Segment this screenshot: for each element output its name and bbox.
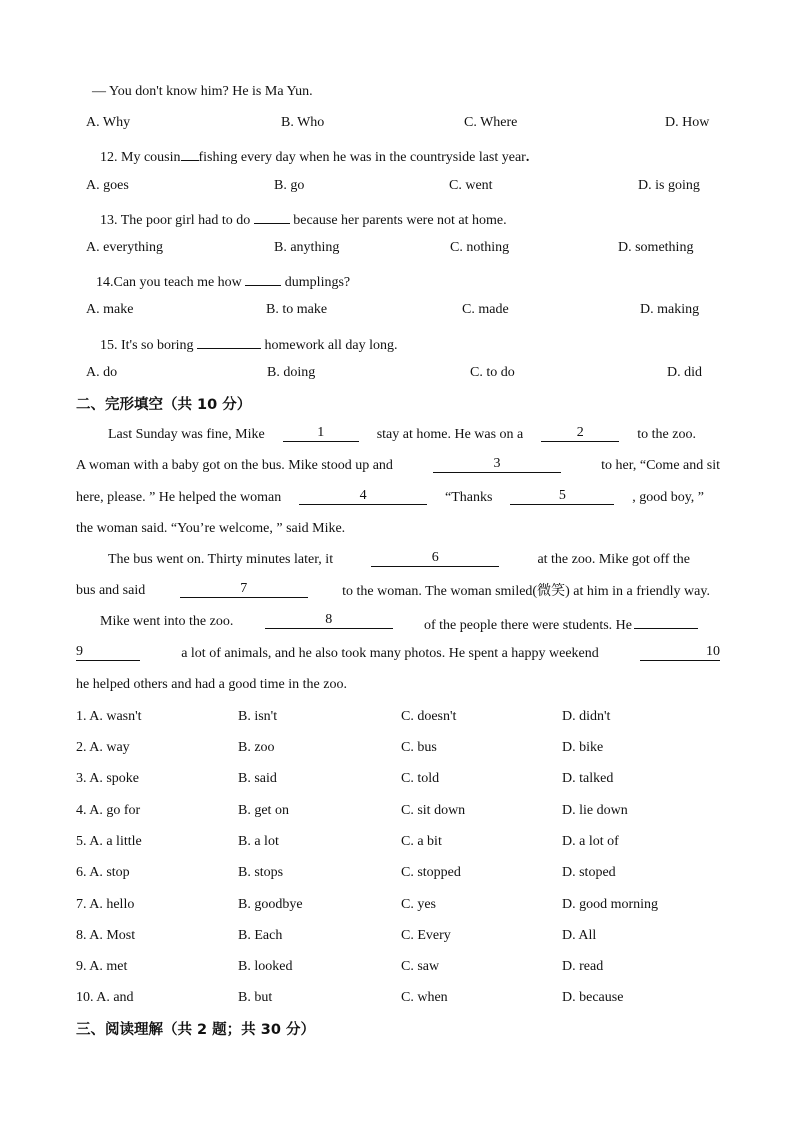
cloze-option-a[interactable]: 2. A. way bbox=[76, 740, 130, 755]
cloze-option-c[interactable]: C. a bit bbox=[401, 834, 442, 849]
cloze-text: to the zoo. bbox=[637, 427, 696, 442]
cloze-line-5 bbox=[108, 549, 690, 571]
cloze-line-2 bbox=[76, 455, 720, 477]
cloze-option-b[interactable]: B. a lot bbox=[238, 834, 279, 849]
cloze-blank-4[interactable]: 4 bbox=[299, 487, 427, 505]
q11-options bbox=[0, 112, 794, 134]
cloze-text-part: of the people there were students. He bbox=[424, 618, 632, 633]
q15-option-c[interactable]: C. to do bbox=[470, 365, 515, 380]
q13-stem bbox=[100, 206, 507, 228]
q11-stem: — You don't know him? He is Ma Yun. bbox=[92, 84, 313, 99]
section-2-heading: 二、完形填空（共 10 分） bbox=[76, 397, 252, 413]
cloze-option-c[interactable]: C. bus bbox=[401, 740, 437, 755]
cloze-text-part: to the woman. The woman smiled( bbox=[342, 584, 538, 599]
q11-option-c[interactable]: C. Where bbox=[464, 115, 518, 130]
cloze-text: Mike went into the zoo. bbox=[100, 614, 234, 629]
cloze-blank-8[interactable]: 8 bbox=[265, 611, 393, 629]
cloze-option-c[interactable]: C. when bbox=[401, 990, 448, 1005]
cloze-text: Last Sunday was fine, Mike bbox=[108, 427, 265, 442]
q12-option-c[interactable]: C. went bbox=[449, 178, 493, 193]
q15-blank[interactable] bbox=[197, 331, 261, 349]
q14-stem-end: dumplings? bbox=[284, 275, 351, 290]
cloze-option-d[interactable]: D. All bbox=[562, 928, 597, 943]
q14-option-b[interactable]: B. to make bbox=[266, 302, 328, 317]
cloze-option-d[interactable]: D. lie down bbox=[562, 803, 628, 818]
q12-stem bbox=[100, 143, 529, 165]
cloze-option-b[interactable]: B. get on bbox=[238, 803, 289, 818]
q15-option-a[interactable]: A. do bbox=[86, 365, 118, 380]
cloze-option-c[interactable]: C. Every bbox=[401, 928, 451, 943]
cloze-option-b[interactable]: B. isn't bbox=[238, 709, 278, 724]
q14-blank[interactable] bbox=[245, 268, 281, 286]
cloze-option-a[interactable]: 4. A. go for bbox=[76, 803, 141, 818]
q14-stem bbox=[96, 268, 350, 290]
q15-stem-start: 15. It's so boring bbox=[100, 338, 194, 353]
q14-option-a[interactable]: A. make bbox=[86, 302, 134, 317]
cloze-text bbox=[424, 611, 698, 633]
cloze-text-part: ) at him in a friendly way. bbox=[565, 584, 710, 599]
cloze-option-c[interactable]: C. stopped bbox=[401, 865, 461, 880]
cloze-text: “Thanks bbox=[445, 490, 493, 505]
cloze-option-row bbox=[0, 800, 794, 822]
q13-option-c[interactable]: C. nothing bbox=[450, 240, 510, 255]
q13-blank[interactable] bbox=[254, 206, 290, 224]
cloze-text bbox=[342, 580, 710, 602]
q12-number: 12. My cousin bbox=[100, 150, 181, 165]
cloze-option-a[interactable]: 1. A. wasn't bbox=[76, 709, 142, 724]
cloze-blank-2[interactable]: 2 bbox=[541, 424, 619, 442]
cloze-line-3 bbox=[76, 487, 704, 509]
cloze-option-a[interactable]: 8. A. Most bbox=[76, 928, 136, 943]
cloze-option-d[interactable]: D. read bbox=[562, 959, 604, 974]
cloze-option-row bbox=[0, 768, 794, 790]
cloze-option-row bbox=[0, 706, 794, 728]
cloze-blank-5[interactable]: 5 bbox=[510, 487, 614, 505]
q15-stem bbox=[100, 331, 398, 353]
cloze-option-row bbox=[0, 925, 794, 947]
q12-option-b[interactable]: B. go bbox=[274, 178, 305, 193]
cloze-option-b[interactable]: B. goodbye bbox=[238, 897, 303, 912]
q14-option-d[interactable]: D. making bbox=[640, 302, 700, 317]
cloze-option-a[interactable]: 10. A. and bbox=[76, 990, 134, 1005]
q13-option-a[interactable]: A. everything bbox=[86, 240, 163, 255]
cloze-option-c[interactable]: C. yes bbox=[401, 897, 436, 912]
cloze-text: The bus went on. Thirty minutes later, it bbox=[108, 552, 334, 567]
q12-option-a[interactable]: A. goes bbox=[86, 178, 129, 193]
cloze-text: , good boy, ” bbox=[632, 490, 704, 505]
q13-option-b[interactable]: B. anything bbox=[274, 240, 340, 255]
cloze-option-row bbox=[0, 862, 794, 884]
cloze-text: a lot of animals, and he also took many photos. He spent a happy weekend bbox=[181, 646, 599, 661]
cloze-option-row bbox=[0, 956, 794, 978]
cloze-option-row bbox=[0, 737, 794, 759]
cloze-line-6 bbox=[76, 580, 710, 602]
q14-options bbox=[0, 299, 794, 321]
cloze-option-a[interactable]: 6. A. stop bbox=[76, 865, 130, 880]
cloze-text: stay at home. He was on a bbox=[376, 427, 524, 442]
q15-options bbox=[0, 362, 794, 384]
cloze-option-row bbox=[0, 831, 794, 853]
cloze-blank-7[interactable]: 7 bbox=[180, 580, 308, 598]
cloze-option-d[interactable]: D. stoped bbox=[562, 865, 616, 880]
cloze-option-a[interactable]: 5. A. a little bbox=[76, 834, 142, 849]
cloze-option-d[interactable]: D. a lot of bbox=[562, 834, 619, 849]
q12-rest: fishing every day when he was in the countryside last year bbox=[198, 150, 526, 165]
q13-option-d[interactable]: D. something bbox=[618, 240, 694, 255]
cloze-line-9: he helped others and had a good time in the zoo. bbox=[76, 677, 347, 692]
section-3-heading: 三、阅读理解（共 2 题；共 30 分） bbox=[76, 1022, 315, 1038]
cloze-line-8 bbox=[76, 643, 720, 665]
q11-option-a[interactable]: A. Why bbox=[86, 115, 131, 130]
cloze-blank-9[interactable]: 9 bbox=[76, 643, 140, 661]
q13-stem-end: because her parents were not at home. bbox=[293, 213, 507, 228]
cloze-option-d[interactable]: D. bike bbox=[562, 740, 604, 755]
q12-option-d[interactable]: D. is going bbox=[638, 178, 700, 193]
cloze-chinese-gloss: 微笑 bbox=[537, 583, 566, 599]
cloze-blank-6[interactable]: 6 bbox=[371, 549, 499, 567]
q11-option-d[interactable]: D. How bbox=[665, 115, 710, 130]
cloze-blank-1[interactable]: 1 bbox=[283, 424, 359, 442]
cloze-text: A woman with a baby got on the bus. Mike stood up and bbox=[76, 458, 393, 473]
cloze-option-row bbox=[0, 987, 794, 1009]
q15-option-d[interactable]: D. did bbox=[667, 365, 702, 380]
cloze-blank-9-start[interactable] bbox=[634, 611, 698, 629]
cloze-option-c[interactable]: C. doesn't bbox=[401, 709, 457, 724]
cloze-text: here, please. ” He helped the woman bbox=[76, 490, 282, 505]
cloze-text: at the zoo. Mike got off the bbox=[537, 552, 690, 567]
cloze-option-d[interactable]: D. good morning bbox=[562, 897, 659, 912]
cloze-text: bus and said bbox=[76, 583, 146, 598]
cloze-option-b[interactable]: B. looked bbox=[238, 959, 293, 974]
cloze-option-b[interactable]: B. but bbox=[238, 990, 273, 1005]
q13-stem-start: 13. The poor girl had to do bbox=[100, 213, 251, 228]
cloze-text: to her, “Come and sit bbox=[601, 458, 720, 473]
cloze-option-b[interactable]: B. Each bbox=[238, 928, 283, 943]
cloze-blank-3[interactable]: 3 bbox=[433, 455, 561, 473]
q12-period: . bbox=[525, 150, 530, 165]
q15-stem-end: homework all day long. bbox=[264, 338, 398, 353]
cloze-option-c[interactable]: C. told bbox=[401, 771, 440, 786]
cloze-option-b[interactable]: B. said bbox=[238, 771, 277, 786]
cloze-blank-10[interactable]: 10 bbox=[640, 643, 720, 661]
q12-blank[interactable] bbox=[181, 143, 199, 161]
cloze-line-1 bbox=[108, 424, 696, 446]
cloze-option-c[interactable]: C. sit down bbox=[401, 803, 466, 818]
cloze-line-7 bbox=[100, 611, 698, 633]
q12-options bbox=[0, 175, 794, 197]
q14-stem-start: 14.Can you teach me how bbox=[96, 275, 242, 290]
cloze-option-d[interactable]: D. talked bbox=[562, 771, 614, 786]
cloze-line-4: the woman said. “You’re welcome, ” said Mike. bbox=[76, 521, 346, 536]
q11-option-b[interactable]: B. Who bbox=[281, 115, 325, 130]
cloze-option-c[interactable]: C. saw bbox=[401, 959, 440, 974]
cloze-option-a[interactable]: 3. A. spoke bbox=[76, 771, 139, 786]
q14-option-c[interactable]: C. made bbox=[462, 302, 509, 317]
cloze-option-d[interactable]: D. didn't bbox=[562, 709, 611, 724]
cloze-option-a[interactable]: 9. A. met bbox=[76, 959, 128, 974]
cloze-option-row bbox=[0, 894, 794, 916]
cloze-option-b[interactable]: B. zoo bbox=[238, 740, 275, 755]
cloze-option-d[interactable]: D. because bbox=[562, 990, 624, 1005]
cloze-option-b[interactable]: B. stops bbox=[238, 865, 284, 880]
q15-option-b[interactable]: B. doing bbox=[267, 365, 316, 380]
q13-options bbox=[0, 237, 794, 259]
cloze-option-a[interactable]: 7. A. hello bbox=[76, 897, 135, 912]
